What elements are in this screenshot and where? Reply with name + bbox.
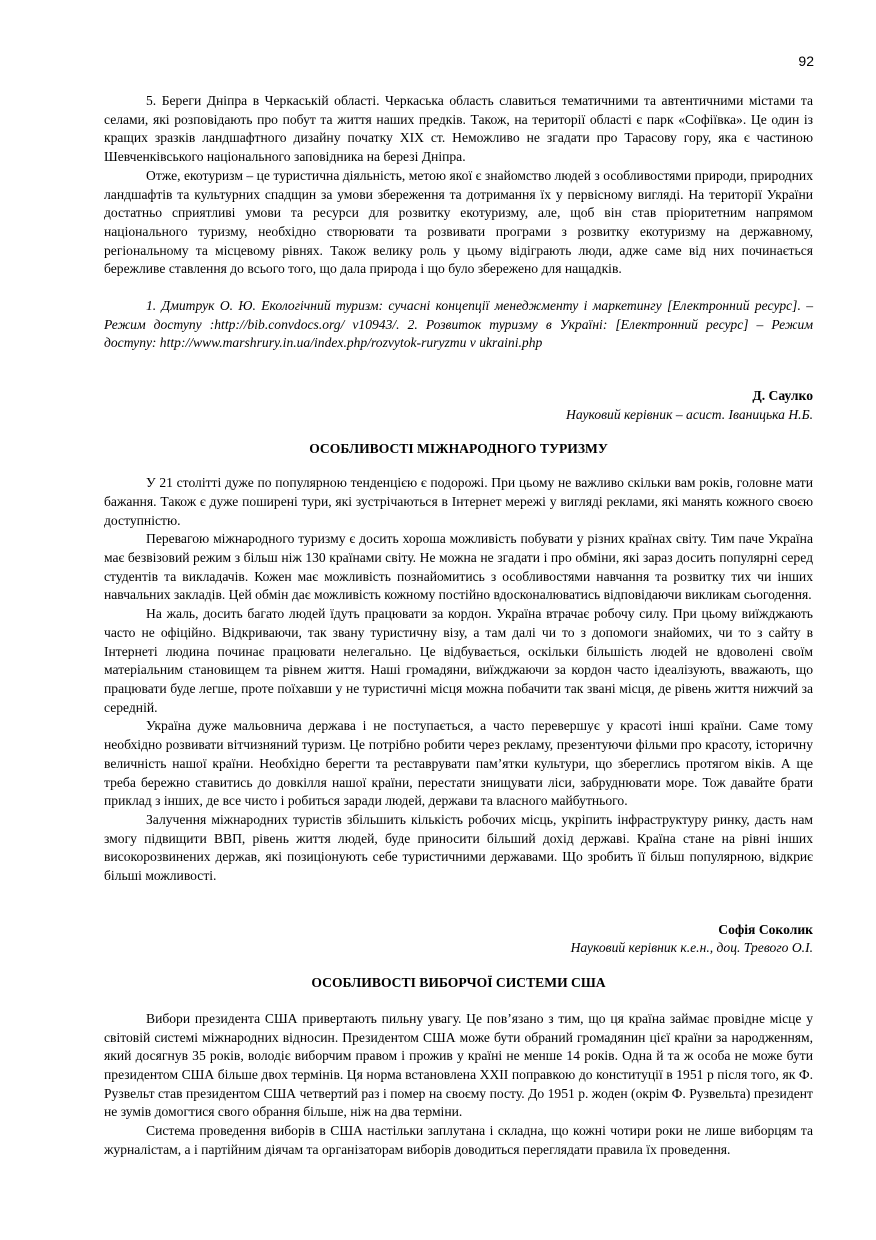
article1-paragraph: Залучення міжнародних туристів збільшить кількість робочих місць, укріпить інфраструктуру ринку, дасть нам змогу підвищити ВВП, рівень життя людей, буде приносити більший дохід державі. Країна стане на рівні інших високорозвинених держав, які позиціонують себе туристичними державами. Що зробить її більш популярною, відкриє більші можливості. [104, 811, 813, 884]
article1-title: ОСОБЛИВОСТІ МІЖНАРОДНОГО ТУРИЗМУ [309, 440, 608, 456]
page-number: 92 [798, 53, 814, 69]
article1-paragraph: Перевагою міжнародного туризму є досить хороша можливість побувати у різних країнах світу. Тим паче Україна має безвізовий режим з більш ніж 130 країнами світу. Не можна не згадати і про обміни, які зараз досить популярні серед студентів та викладачів. Кожен має можливість познайомитись з особливостями навчання та розвитку тих чи інших навчальних закладів. Цей обмін дає можливість кожному постійно вдосконалюватись відповідаючи викликам сьогодення. [104, 531, 813, 603]
article1-paragraph: На жаль, досить багато людей їдуть працювати за кордон. Україна втрачає робочу силу. При цьому виїжджають часто не офіційно. Відкриваючи, так звану туристичну візу, а там далі чи то з допомоги знайомих, чи то з сайту в Інтернеті людина починає працювати нелегально. Це відбувається, оскільки більшість людей не вдоволені своїм матеріальним становищем та рівнем життя. Наші громадяни, виїжджаючи за кордон часто ідеалізують, вважають, що працювати буде легше, проте поїхавши у не туристичні місця можна побачити так звані місця, де рівень життя нижчий за середній. [104, 606, 813, 715]
intro-paragraph: 5. Береги Дніпра в Черкаській області. Черкаська область славиться тематичними та автентичними містами та селами, які розповідають про побут та життя наших предків. Також, на території області є парк «Софіївка». Це один із кращих зразків ландшафтного дизайну початку ХІХ ст. Неможливо не згадати про Тарасову гору, яка є частиною Шевченківського національного заповідника на березі Дніпра. [104, 93, 813, 165]
article1-supervisor: Науковий керівник – асист. Іваницька Н.Б. [566, 406, 813, 422]
article2-title: ОСОБЛИВОСТІ ВИБОРЧОЇ СИСТЕМИ США [311, 975, 606, 991]
article1-paragraph: У 21 столітті дуже по популярною тенденцією є подорожі. При цьому не важливо скільки вам років, головне мати бажання. Також є дуже поширені тури, які зустрічаються в Інтернет мережі у вигляді реклами, які манять кожного своєю доступністю. [104, 475, 813, 528]
article1-author: Д. Саулко [752, 388, 813, 404]
article2-author: Софія Соколик [718, 921, 813, 937]
document-body [104, 92, 813, 1159]
article2-paragraph: Вибори президента США привертають пильну увагу. Це пов’язано з тим, що ця країна займає провідне місце у світовій системі міжнародних відносин. Президентом США може бути обраний громадянин цієї країни за народженням, який досягнув 35 років, володіє виборчим правом і прожив у країні не менше 14 років. Одна й та ж особа не може бути президентом США більше двох термінів. Ця норма встановлена ХХІІ поправкою до конституції в 1951 р після того, як Ф. Рузвельт став президентом США четвертий раз і помер на своєму посту. До 1951 р. жоден (окрім Ф. Рузвельта) президент не зумів домогтися свого обрання більше, ніж на два терміни. [104, 1010, 813, 1120]
article1-author-block [104, 387, 813, 424]
article1-paragraph: Україна дуже мальовнича держава і не поступається, а часто перевершує у красоті інші країни. Саме тому необхідно розвивати вітчизняний туризм. Це потрібно робити через рекламу, презентуючи фільми про красоту, історичну величність нашої країни. Необхідно берегти та реставрувати пам’ятки культури, що збереглись протягом віків. А ще треба бережно ставитись до довкілля нашої країни, перестати знищувати ліси, забруднювати море. Тож давайте брати приклад з інших, де все чисто і робиться заради людей, держави та власного майбутнього. [104, 718, 813, 809]
article2-author-block [104, 921, 813, 958]
article2-paragraph: Система проведення виборів в США настільки заплутана і складна, що кожні чотири роки не лише виборцям та журналістам, а і партійним діячам та організаторам виборів доводиться переглядати правила їх проведення. [104, 1123, 813, 1157]
references: 1. Дмитрук О. Ю. Екологічний туризм: сучасні концепції менеджменту і маркетингу [Електронний ресурс]. – Режим доступу :http://bib.convdocs.org/ v10943/. 2. Розвиток туризму в Україні: [Електронний ресурс] – Режим доступу: http://www.marshrury.in.ua/index.php/rozvytok-ruryzmu v ukraini.php [104, 298, 813, 351]
intro-paragraph: Отже, екотуризм – це туристична діяльність, метою якої є знайомство людей з особливостями природи, природних ландшафтів та культурних спадщин за умови збереження та дотримання їх у первісному вигляді. На території України достатньо сприятливі умови та ресурси для розвитку екотуризму, але, щоб він став пріоритетним напрямом національного туризму, необхідно створювати та розвивати програми з розвитку екотуризму на державному, регіональному та місцевому рівнях. Також велику роль у цьому відіграють люди, адже саме від них починається бережливе ставлення до всього того, що дала природа і що було збережено для нащадків. [104, 167, 813, 277]
article2-supervisor: Науковий керівник к.е.н., доц. Тревого О.І. [570, 940, 813, 956]
